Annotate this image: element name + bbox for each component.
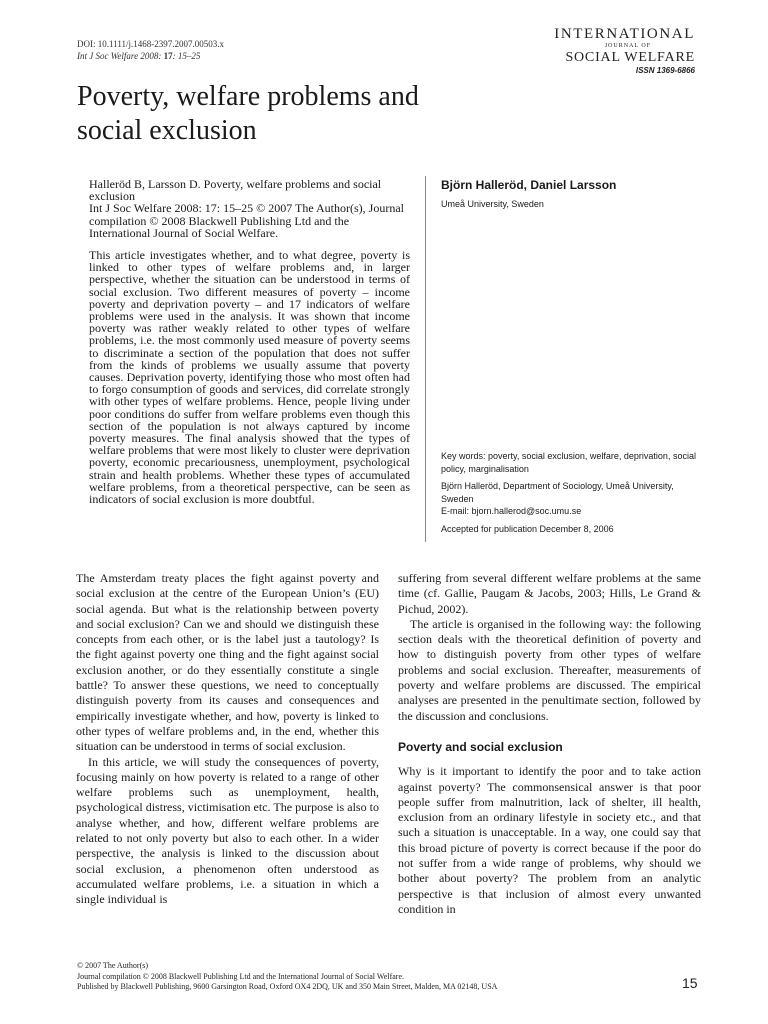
body-paragraph: The article is organised in the following way: the following section deals with the theoretical definition of poverty and how to distinguish poverty from other types of welfare problems and social exclusion. Thereafter, measurements of poverty and welfare problems are discussed. The empirical analyses are presented in the penultimate section, followed by the discussion and conclusions.	[398, 616, 701, 723]
abstract-text: This article investigates whether, and to what degree, poverty is linked to other types of welfare problems and, in larger perspective, whether the situation can be understood in terms of social exclusion. Two different measures of poverty – income poverty and deprivation poverty – and 17 indicators of welfare problems were used in the analysis. It was shown that income poverty was rather weakly related to other types of welfare problems, i.e. the most commonly used measure of poverty seems to discriminate a section of the population that does not suffer from the kinds of problems we usually assume that poverty causes. Deprivation poverty, identifying those who most often had to forgo consumption of goods and services, did correlate strongly with other types of welfare problems. Hence, people living under poor conditions do suffer from welfare problems even though this section of the population is not always captured by income poverty measures. The final analysis showed that the types of welfare problems that were most likely to cluster were deprivation poverty, economic precariousness, unemployment, psychological strain and health problems. Whether these types of accumulated welfare problems, from a theoretical perspective, can be seen as indicators of social exclusion is more doubtful.	[89, 248, 410, 507]
journal-citation-short: Int J Soc Welfare 2008: 17: 15–25	[77, 51, 201, 61]
article-title	[77, 80, 637, 148]
body-paragraph: suffering from several different welfare problems at the same time (cf. Gallie, Paugam & Jacobs, 2003; Hills, Le Grand & Pichud, 2002).	[398, 571, 701, 616]
journal-logo-line1: INTERNATIONAL	[554, 26, 695, 42]
accepted-date: Accepted for publication December 8, 2006	[441, 523, 614, 534]
body-column-right	[398, 571, 701, 917]
citation-line2: Int J Soc Welfare 2008: 17: 15–25 © 2007 The Author(s), Journal compilation © 2008 Blackwell Publishing Ltd and the International Journal of Social Welfare.	[89, 201, 404, 240]
footer-line: Journal compilation © 2008 Blackwell Publishing Ltd and the International Journal of Social Welfare.	[77, 971, 404, 981]
correspondence-address: Björn Halleröd, Department of Sociology, Umeå University, Sweden	[441, 481, 674, 504]
body-paragraph: Why is it important to identify the poor and to take action against poverty? The commonsensical answer is that poor people suffer from malnutrition, lack of shelter, ill health, exclusion from an ordinary lifestyle in society etc., and that such a situation is unacceptable. In a way, one could say that this broad picture of poverty is correct because if the poor do not suffer from a wide range of problems, why should we bother about poverty? The problem from an analytic perspective is that inclusion of almost every unwanted condition in	[398, 764, 701, 916]
correspondence	[441, 480, 699, 518]
affiliation: Umeå University, Sweden	[441, 199, 544, 209]
body-paragraph: In this article, we will study the consequences of poverty, focusing mainly on how poverty is related to a range of other welfare problems such as unemployment, health, psychological distress, victimisation etc. The purpose is also to analyse whether, and how, different welfare problems are related to not only poverty but also to each other. In a wider perspective, the analysis is linked to the discussion about social exclusion, a phenomenon often understood as accumulated welfare problems, i.e. a situation in which a single individual is	[76, 754, 379, 907]
footer-line: Published by Blackwell Publishing, 9600 Garsington Road, Oxford OX4 2DQ, UK and 350 Main Street, Malden, MA 02148, USA	[77, 982, 498, 991]
journal-logo-line2: JOURNAL OF	[604, 43, 651, 49]
abstract-block	[89, 178, 410, 505]
email-link[interactable]: E-mail: bjorn.hallerod@soc.umu.se	[441, 506, 582, 517]
column-divider	[425, 176, 426, 542]
keywords: Key words: poverty, social exclusion, welfare, deprivation, social policy, marginalisation	[441, 451, 696, 474]
body-paragraph: The Amsterdam treaty places the fight against poverty and social exclusion at the centre of the European Union’s (EU) social agenda. But what is the relationship between poverty and social exclusion? Can we and should we distinguish these concepts from each other, or is the label just a tautology? Is the fight against poverty one thing and the fight against social exclusion another, or do they essentially constitute a single battle? To answer these questions, we need to conceptually distinguish poverty from its causes and consequences and empirically investigate whether, and how, poverty is linked to other types of welfare problems and, in the end, whether this situation can be understood in terms of social exclusion.	[76, 571, 379, 754]
footer-line: © 2007 The Author(s)	[77, 961, 149, 970]
copyright-footer	[77, 961, 497, 993]
page-number: 15	[682, 975, 698, 991]
body-column-left	[76, 571, 379, 908]
issn: ISSN 1369-6866	[635, 66, 695, 75]
journal-logo-line3: SOCIAL WELFARE	[565, 50, 695, 65]
article-title-line2: social exclusion	[77, 115, 257, 146]
journal-logo	[554, 26, 695, 77]
section-heading: Poverty and social exclusion	[398, 739, 563, 754]
article-title-line1: Poverty, welfare problems and	[77, 81, 419, 112]
citation-block	[89, 178, 410, 239]
article-info	[441, 450, 699, 541]
citation-line1: Halleröd B, Larsson D. Poverty, welfare problems and social exclusion	[89, 177, 382, 204]
article-metadata	[77, 38, 224, 62]
doi: DOI: 10.1111/j.1468-2397.2007.00503.x	[77, 39, 224, 49]
authors: Björn Halleröd, Daniel Larsson	[441, 178, 617, 192]
